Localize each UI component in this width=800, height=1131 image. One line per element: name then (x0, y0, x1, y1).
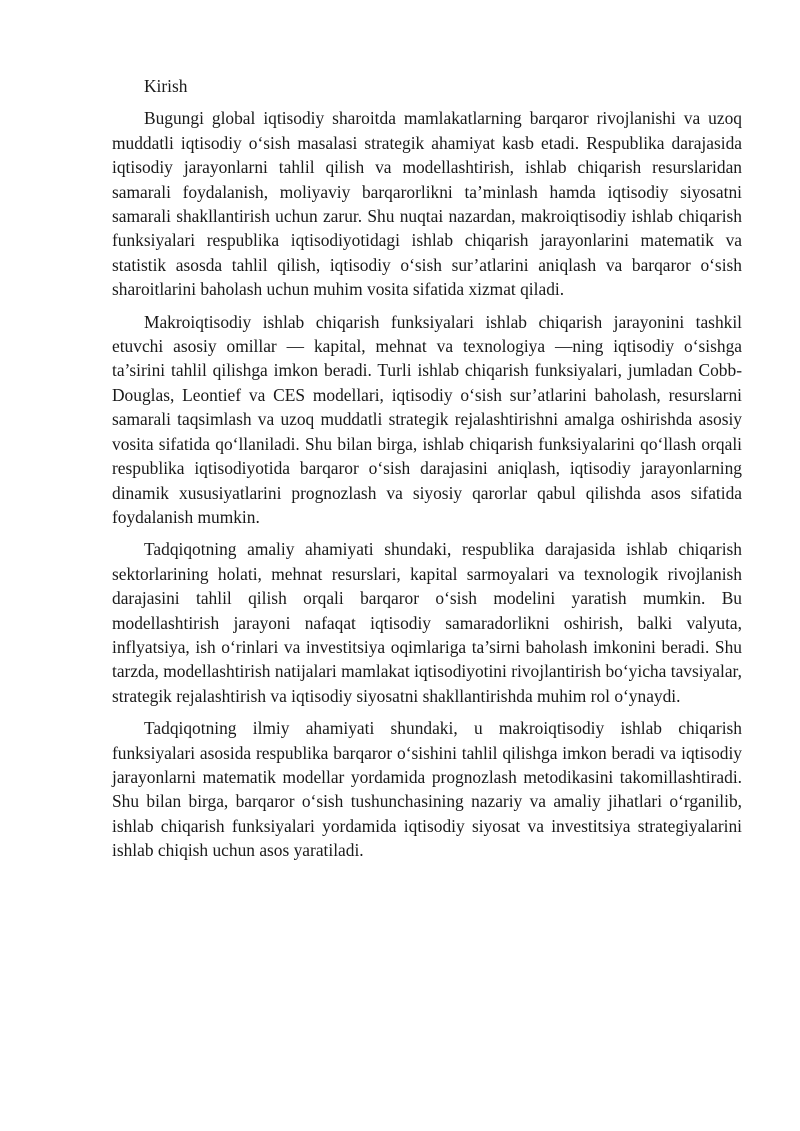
section-heading: Kirish (144, 76, 188, 96)
paragraph-4: Tadqiqotning ilmiy ahamiyati shundaki, u makroiqtisodiy ishlab chiqarish funksiyalari asosida respublika barqaror o‘sishini tahlil qilishga imkon beradi va iqtisodiy jarayonlarni matematik modellar yordamida prognozlash metodikasini takomillashtiradi. Shu bilan birga, barqaror o‘sish tushunchasining nazariy va amaliy jihatlari o‘rganilib, ishlab chiqarish funksiyalari yordamida iqtisodiy siyosat va investitsiya strategiyalarini ishlab chiqish uchun asos yaratiladi. (112, 718, 742, 861)
document-page (112, 74, 742, 871)
paragraph-2: Makroiqtisodiy ishlab chiqarish funksiyalari ishlab chiqarish jarayonini tashkil etuvchi asosiy omillar — kapital, mehnat va texnologiya —ning iqtisodiy o‘sishga ta’sirini tahlil qilishga imkon beradi. Turli ishlab chiqarish funksiyalari, jumladan Cobb-Douglas, Leontief va CES modellari, iqtisodiy o‘sish sur’atlarini baholash, resurslarni samarali taqsimlash va uzoq muddatli strategik rejalashtirishni amalga oshirishda asosiy vosita sifatida qo‘llaniladi. Shu bilan birga, ishlab chiqarish funksiyalarini qo‘llash orqali respublika iqtisodiyotida barqaror o‘sish darajasini aniqlash, iqtisodiy jarayonlarning dinamik xususiyatlarini prognozlash va siyosiy qarorlar qabul qilishda asos sifatida foydalanish mumkin. (112, 311, 742, 527)
paragraph-3: Tadqiqotning amaliy ahamiyati shundaki, respublika darajasida ishlab chiqarish sektorlarining holati, mehnat resurslari, kapital sarmoyalari va texnologik rivojlanish darajasini tahlil qilish orqali barqaror o‘sish modelini yaratish mumkin. Bu modellashtirish jarayoni nafaqat iqtisodiy samaradorlikni oshirish, balki valyuta, inflyatsiya, ish o‘rinlari va investitsiya oqimlariga ta’sirni baholash imkonini beradi. Shu tarzda, modellashtirish natijalari mamlakat iqtisodiyotini rivojlantirish bo‘yicha tavsiyalar, strategik rejalashtirish va iqtisodiy siyosatni shakllantirishda muhim rol o‘ynaydi. (112, 539, 742, 706)
paragraph-1: Bugungi global iqtisodiy sharoitda mamlakatlarning barqaror rivojlanishi va uzoq muddatli iqtisodiy o‘sish masalasi strategik ahamiyat kasb etadi. Respublika darajasida iqtisodiy jarayonlarni tahlil qilish va modellashtirish, ishlab chiqarish resurslaridan samarali foydalanish, moliyaviy barqarorlikni ta’minlash hamda iqtisodiy siyosatni samarali shakllantirish uchun zarur. Shu nuqtai nazardan, makroiqtisodiy ishlab chiqarish funksiyalari respublika iqtisodiyotidagi ishlab chiqarish jarayonlarini matematik va statistik asosda tahlil qilish, iqtisodiy o‘sish sur’atlarini aniqlash va barqaror o‘sish sharoitlarini baholash uchun muhim vosita sifatida xizmat qiladi. (112, 108, 742, 300)
